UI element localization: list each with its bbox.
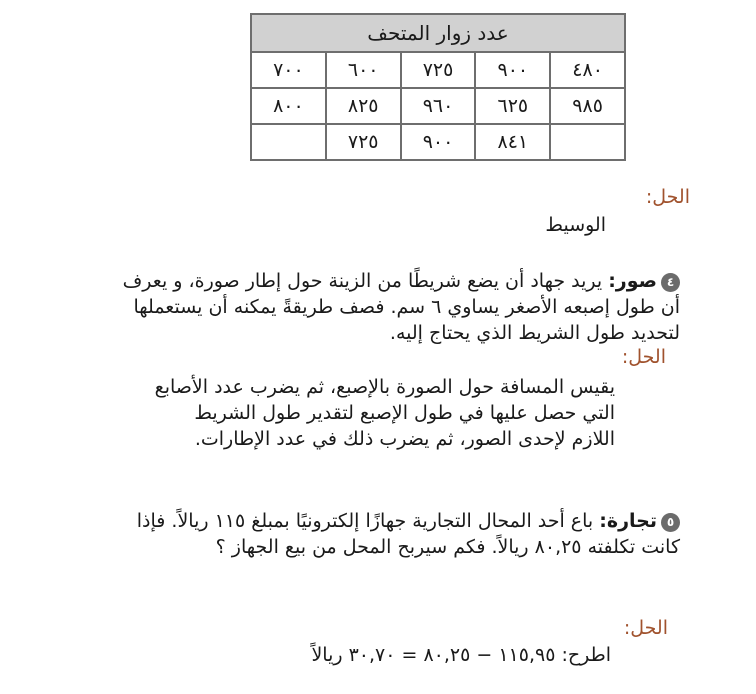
solution-text: اطرح: ١١٥,٩٥ − ٨٠,٢٥ = ٣٠,٧٠ ريالاً: [311, 644, 611, 666]
table-cell: ٨٠٠: [251, 88, 326, 124]
table-cell: ٤٨٠: [550, 52, 625, 88]
table-cell: ٦٠٠: [326, 52, 401, 88]
table-cell: ٩٦٠: [401, 88, 476, 124]
question-keyword: تجارة:: [599, 510, 657, 532]
solution-text: يقيس المسافة حول الصورة بالإصبع، ثم يضرب عدد الأصابع التي حصل عليها في طول الإصبع لتقدير طول الشريط اللازم لإحدى الصور، ثم يضرب ذلك في عدد الإطارات.: [154, 376, 615, 450]
museum-visitors-table: [250, 13, 626, 161]
question-text: باع أحد المحال التجارية جهازًا إلكترونيًا بمبلغ ١١٥ ريالاً. فإذا كانت تكلفته ٨٠,٢٥ ريالاً. فكم سيربح المحل من بيع الجهاز ؟: [136, 510, 680, 558]
solution-answer: الوسيط: [545, 214, 606, 236]
solution-label: الحل:: [621, 346, 666, 368]
question-number-badge: ٥: [661, 513, 680, 532]
solution-label: الحل:: [623, 617, 668, 639]
question-number-badge: ٤: [661, 273, 680, 292]
table-cell: ٧٢٥: [401, 52, 476, 88]
question-keyword: صور:: [608, 270, 657, 292]
table-cell: ٦٢٥: [475, 88, 550, 124]
table-cell: [550, 124, 625, 160]
table-cell: ٨٤١: [475, 124, 550, 160]
table-cell: ٧٢٥: [326, 124, 401, 160]
table-title: عدد زوار المتحف: [251, 14, 625, 52]
question-4: [120, 268, 680, 346]
question-5: [120, 508, 680, 560]
table-cell: ٩٠٠: [475, 52, 550, 88]
table-row: [251, 88, 625, 124]
solution-label: الحل:: [645, 186, 690, 208]
table-cell: [251, 124, 326, 160]
table-row: [251, 52, 625, 88]
table-cell: ٧٠٠: [251, 52, 326, 88]
table-cell: ٩٠٠: [401, 124, 476, 160]
table-cell: ٨٢٥: [326, 88, 401, 124]
table-row: [251, 124, 625, 160]
table-cell: ٩٨٥: [550, 88, 625, 124]
question-text: يريد جهاد أن يضع شريطًا من الزينة حول إطار صورة، و يعرف أن طول إصبعه الأصغر يساوي ٦ سم. فصف طريقةً يمكنه أن يستعملها لتحديد طول الشريط الذي يحتاج إليه.: [122, 270, 680, 344]
